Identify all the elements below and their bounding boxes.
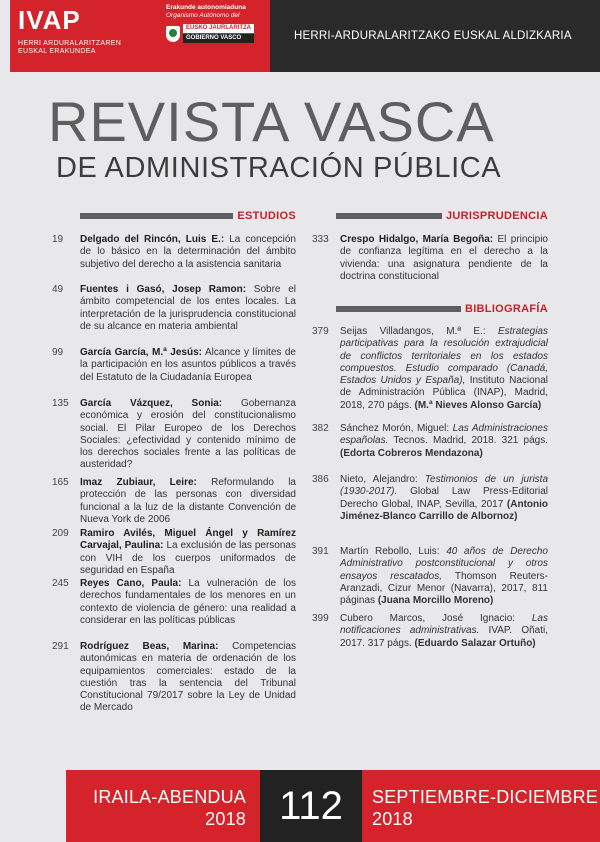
section-header-jurisprudencia — [336, 209, 548, 223]
page-number: 391 — [312, 546, 329, 557]
book-publication: Thomson Reuters-Aranzadi, Cizur Menor (Navarra), 2017, 811 páginas — [340, 570, 549, 607]
review-entry — [312, 546, 548, 607]
reviewer: (Eduardo Salazar Ortuño) — [414, 637, 536, 649]
book-title: Las Administraciones españolas. — [340, 423, 548, 447]
ivap-logo-block — [10, 0, 160, 72]
review-entry — [312, 326, 548, 412]
review-entry — [312, 423, 548, 460]
page-number: 245 — [52, 578, 69, 589]
page-number: 382 — [312, 423, 329, 434]
header-tagline: HERRI-ARDURALARITZAKO EUSKAL ALDIZKARIA — [270, 0, 600, 72]
article-title: La vulneración de los derechos fundamentales de los menores en un contexto de violencia de género: una realidad a considerar en las políticas públicas — [80, 578, 296, 626]
page-number: 379 — [312, 326, 329, 337]
gov-line-1: Erakunde autonomiaduna — [166, 4, 246, 11]
page-number: 291 — [52, 641, 69, 652]
article-title: Competencias autonómicas en materia de ordenación de los equipamientos comerciales: estado de la cuestión tras la sentencia del Tribunal Constitucional 79/2017 sobre la Ley de Unidad de Mercado — [80, 641, 296, 714]
article-entry — [52, 641, 296, 715]
page-number: 49 — [52, 284, 64, 295]
article-title: Sobre el ámbito competencial de los entes locales. La interpretación de la jurisprudencia constitucional de su alcance en materia ambiental — [80, 284, 296, 332]
page-number: 19 — [52, 234, 64, 245]
jurisprudence-entry — [312, 234, 548, 283]
footer-basque-months: IRAILA-ABENDUA — [93, 787, 246, 807]
article-title: Alcance y límites de la participación en los asuntos públicos a través del Estatuto de la Ciudadanía Europea — [80, 347, 296, 383]
journal-title: REVISTA VASCA — [48, 90, 495, 153]
article-entry — [52, 284, 296, 333]
article-author: Crespo Hidalgo, María Begoña: — [340, 234, 494, 245]
section-label: ESTUDIOS — [237, 210, 296, 222]
gov-tag-basque: EUSKO JAURLARITZA — [183, 24, 254, 33]
article-author: Fuentes i Gasó, Josep Ramon: — [80, 284, 247, 295]
article-entry — [52, 398, 296, 472]
article-author: Rodríguez Beas, Marina: — [80, 641, 219, 652]
article-entry — [52, 234, 296, 271]
section-label: BIBLIOGRAFÍA — [464, 303, 548, 315]
footer-spanish-year: 2018 — [372, 809, 413, 829]
section-bar — [80, 213, 233, 219]
basque-shield-icon — [166, 26, 180, 42]
article-author: Reyes Cano, Paula: — [80, 578, 182, 589]
book-title: Testimonios de un jurista (1930-2017). — [340, 474, 549, 498]
section-label: JURISPRUDENCIA — [446, 210, 548, 222]
book-author: Sánchez Morón, Miguel: — [340, 423, 450, 434]
book-author: Cubero Marcos, José Ignacio: — [340, 613, 516, 624]
article-author: Delgado del Rincón, Luis E.: — [80, 234, 225, 245]
footer-basque-year: 2018 — [205, 809, 246, 829]
article-title: La exclusión de las personas con VIH de los cuerpos uniformados de seguridad en España — [80, 540, 296, 576]
issue-number: 112 — [260, 770, 362, 842]
article-author: García Vázquez, Sonia: — [80, 398, 223, 409]
book-title: 40 años de Derecho Administrativo postconstitucional y otros ensayos rescatados, — [340, 546, 548, 582]
page-number: 333 — [312, 234, 329, 245]
book-publication: Tecnos. Madrid, 2018. 321 págs. — [393, 435, 548, 447]
book-publication: Instituto Nacional de Administración Pública (INAP), Madrid, 2018, 270 págs. — [340, 375, 549, 411]
article-entry — [52, 477, 296, 526]
page-number: 99 — [52, 347, 64, 358]
article-author: García García, M.ª Jesús: — [80, 347, 202, 358]
section-bar — [336, 306, 461, 312]
page-number: 135 — [52, 398, 69, 409]
gov-emblem — [166, 24, 266, 43]
footer — [0, 770, 600, 842]
ivap-logo: IVAP — [18, 5, 81, 35]
page-number: 209 — [52, 528, 69, 539]
footer-spanish-period — [362, 770, 600, 842]
ivap-subtitle-2: EUSKAL ERAKUNDEA — [18, 48, 96, 55]
article-author: Ramiro Avilés, Miguel Ángel y Ramírez Carvajal, Paulina: — [80, 528, 296, 552]
reviewer: (Juana Morcillo Moreno) — [377, 595, 494, 607]
book-author: Martín Rebollo, Luis: — [340, 546, 440, 557]
section-header-bibliografia — [336, 302, 548, 316]
government-block — [160, 0, 270, 72]
article-entry — [52, 347, 296, 384]
article-title: Reformulando la protección de las personas con diversidad funcional a la luz de la distante Convención de Nueva York de 2006 — [80, 477, 296, 525]
footer-basque-period — [66, 770, 260, 842]
article-title: La concepción de lo básico en la determinación del ámbito subjetivo del derecho a la asistencia sanitaria — [80, 234, 296, 270]
header — [0, 0, 600, 72]
book-publication: IVAP. Oñati, 2017. 317 págs. — [340, 625, 548, 649]
book-author: Seijas Villadangos, M.ª E.: — [340, 326, 486, 337]
journal-subtitle: DE ADMINISTRACIÓN PÚBLICA — [56, 152, 502, 184]
section-header-estudios — [80, 209, 296, 223]
article-entry — [52, 528, 296, 577]
gov-tag-spanish: GOBIERNO VASCO — [183, 34, 254, 43]
book-title: Estrategias participativas para la resolución extrajudicial de conflictos territoriales en los estados compuestos. Estudio comparado (Canadá, Estados Unidos y España), — [340, 326, 548, 387]
article-title: Gobernanza económica y erosión del constitucionalismo social. El Pilar Europeo de los Derechos Sociales: ¿efectividad y contenido mínimo de los derechos sociales frente a las políticas de austeridad? — [80, 398, 296, 471]
reviewer: (M.ª Nieves Alonso García) — [414, 399, 542, 411]
ivap-subtitle-1: HERRI ARDURALARITZAREN — [18, 40, 122, 47]
book-title: Las notificaciones administrativas. — [340, 613, 548, 637]
reviewer: (Antonio Jiménez-Blanco Carrillo de Albornoz) — [340, 498, 548, 522]
article-title: El principio de confianza legítima en el derecho a la vivienda: una asignatura pendiente de la doctrina constitucional — [340, 234, 548, 282]
book-publication: Global Law Press-Editorial Derecho Global, INAP, Sevilla, 2017 — [340, 486, 549, 510]
page-number: 165 — [52, 477, 69, 488]
reviewer: (Edorta Cobreros Mendazona) — [340, 447, 483, 459]
article-entry — [52, 578, 296, 627]
footer-spanish-months: SEPTIEMBRE-DICIEMBRE — [372, 787, 599, 807]
page-number: 399 — [312, 613, 329, 624]
review-entry — [312, 613, 548, 650]
section-bar — [336, 213, 442, 219]
review-entry — [312, 474, 548, 523]
page-number: 386 — [312, 474, 329, 485]
gov-line-2: Organismo Autónomo del — [166, 12, 240, 19]
book-author: Nieto, Alejandro: — [340, 474, 418, 485]
article-author: Imaz Zubiaur, Leire: — [80, 477, 197, 488]
